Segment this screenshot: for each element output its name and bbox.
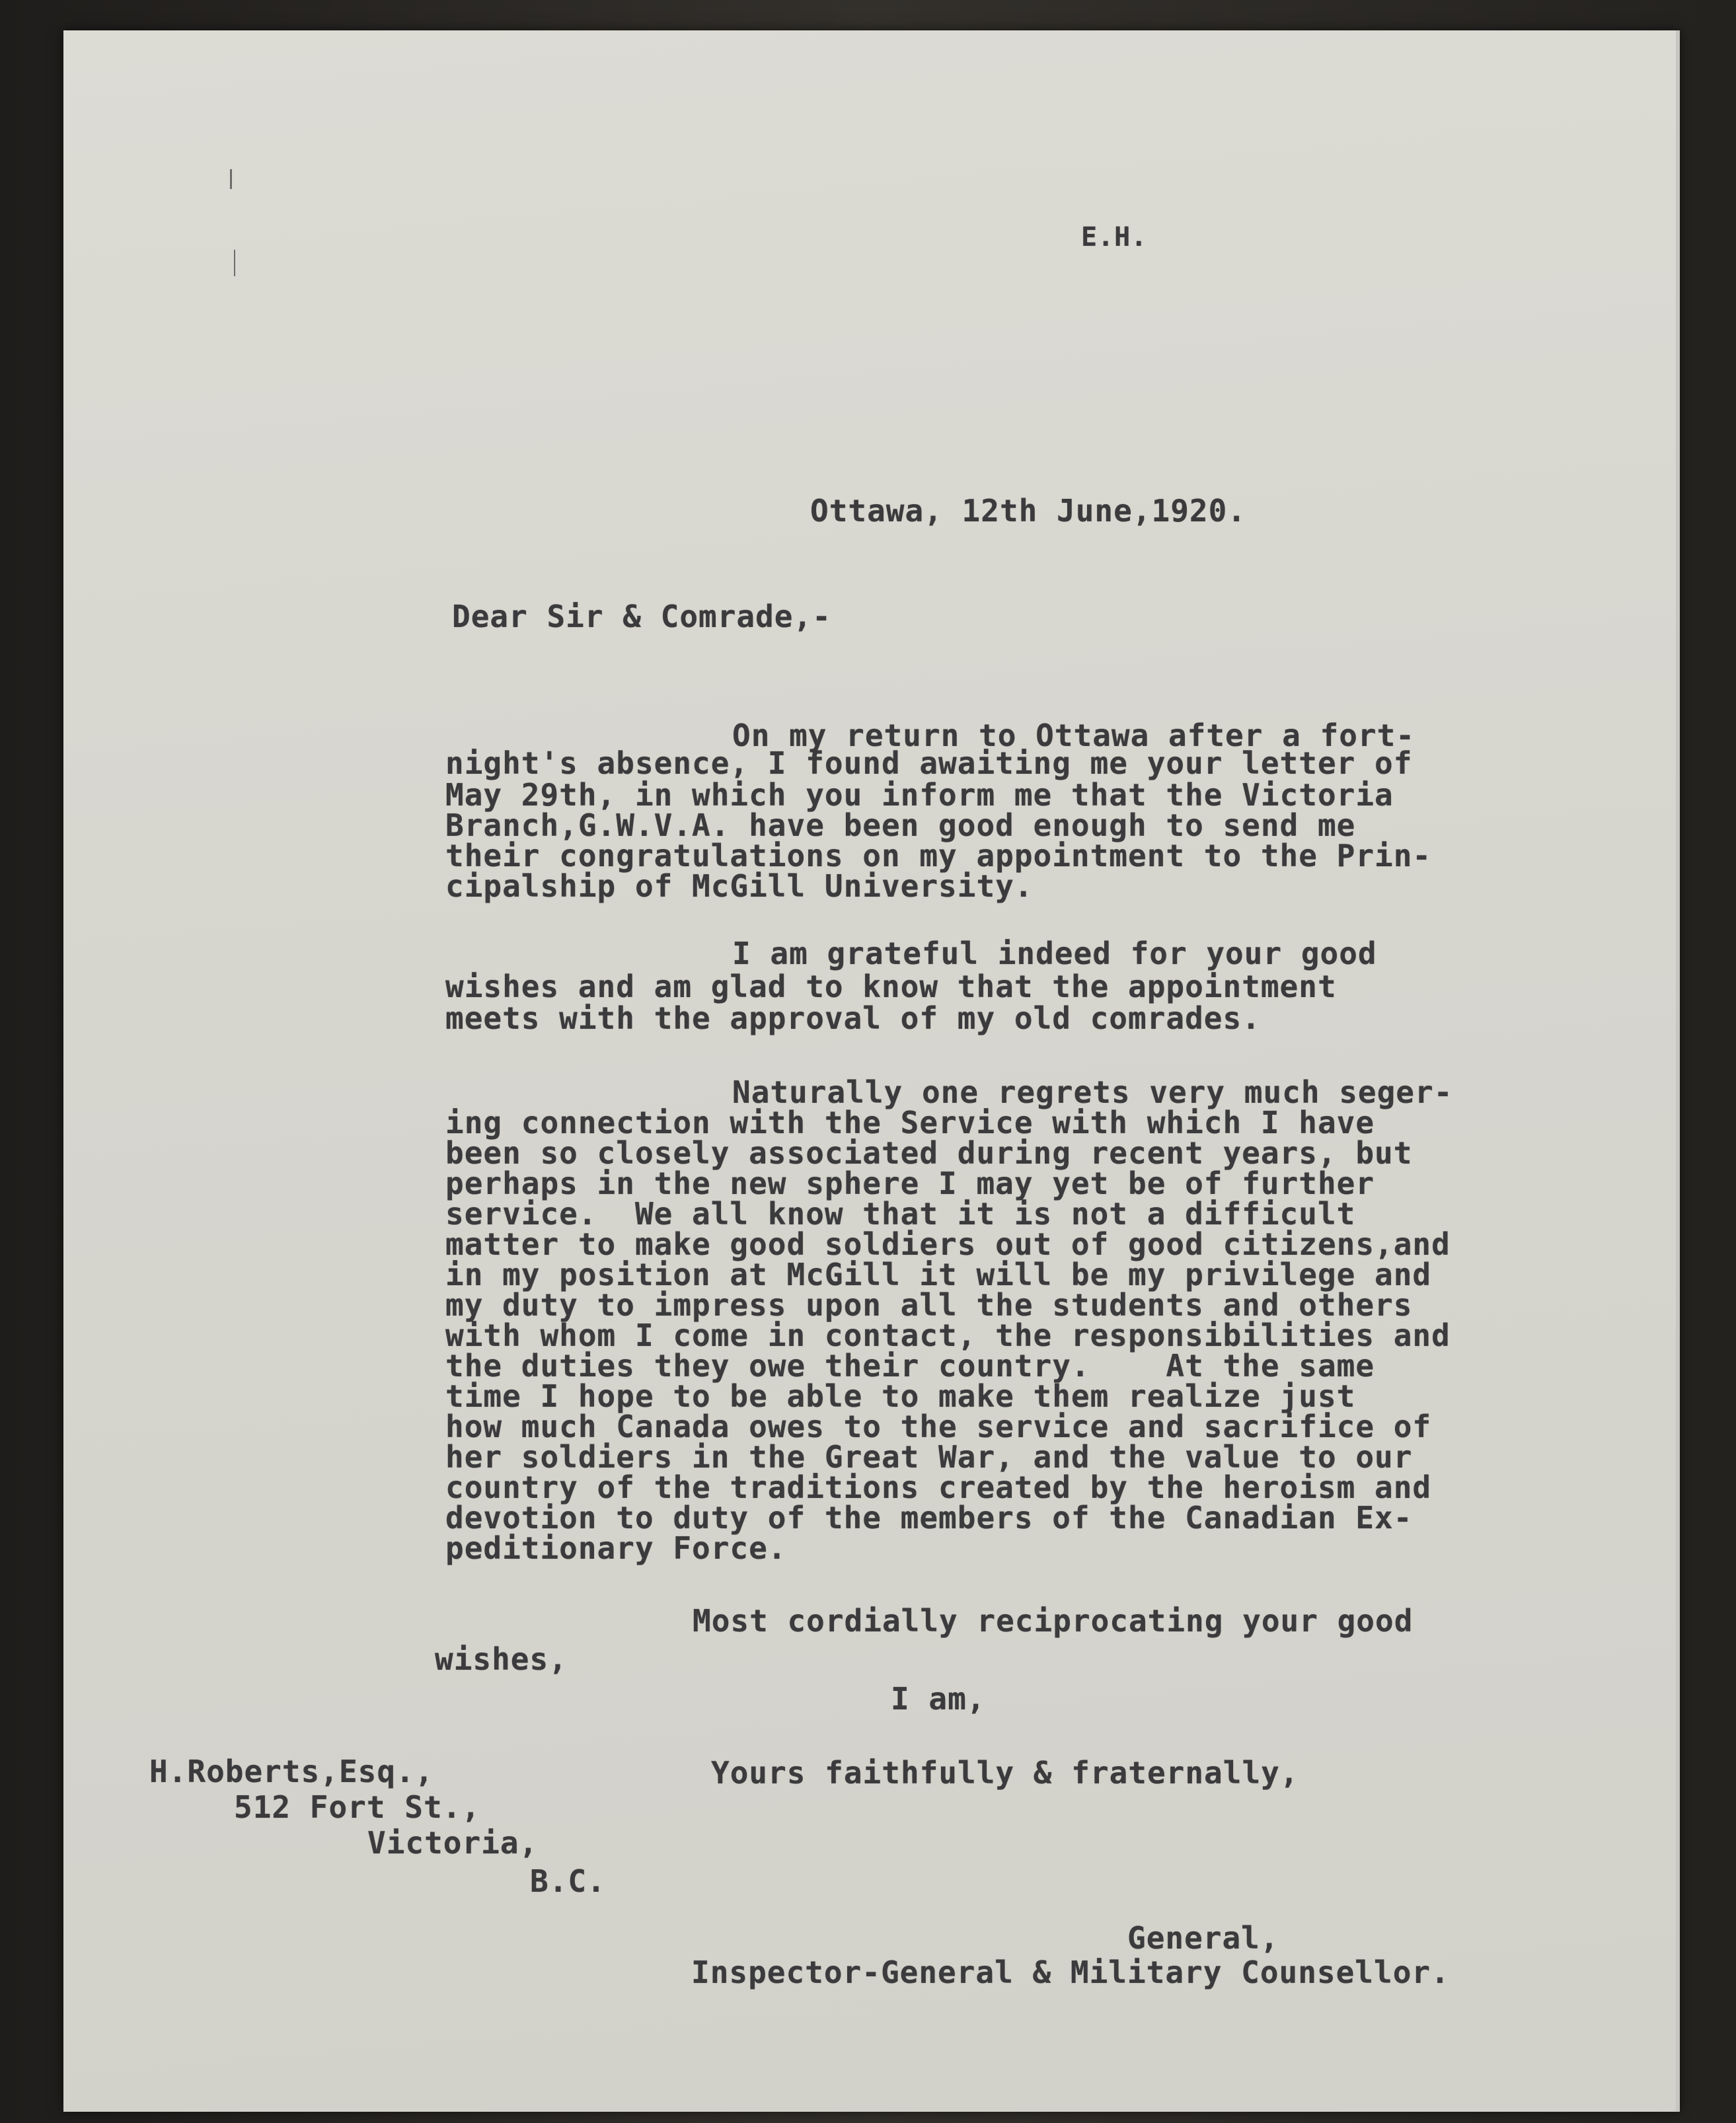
paragraph-1-line: On my return to Ottawa after a fort- [732, 718, 1415, 753]
paragraph-3-line: her soldiers in the Great War, and the value to our [445, 1439, 1413, 1475]
complimentary-close: Yours faithfully & fraternally, [711, 1755, 1299, 1791]
addressee-line: 512 Fort St., [234, 1789, 481, 1825]
paragraph-2-line: wishes and am glad to know that the appointment [445, 969, 1337, 1004]
paragraph-2-line: I am grateful indeed for your good [732, 936, 1377, 971]
paragraph-3-line: perhaps in the new sphere I may yet be of further [445, 1166, 1375, 1201]
paragraph-3-line: service. We all know that it is not a difficult [445, 1196, 1356, 1232]
addressee-line: B.C. [530, 1863, 606, 1899]
paragraph-3-line: been so closely associated during recent years, but [445, 1135, 1413, 1171]
margin-mark [230, 169, 232, 189]
paragraph-1-line: Branch,G.W.V.A. have been good enough to send me [445, 807, 1356, 843]
letter-page [63, 30, 1680, 2112]
paragraph-4-line: Most cordially reciprocating your good [693, 1603, 1414, 1639]
addressee-line: H.Roberts,Esq., [149, 1754, 434, 1789]
i-am: I am, [891, 1681, 986, 1717]
paragraph-3-line: matter to make good soldiers out of good citizens,and [445, 1226, 1451, 1262]
reference-initials: E.H. [1081, 222, 1148, 252]
paragraph-1-line: their congratulations on my appointment to the Prin- [445, 838, 1432, 874]
paragraph-3-line: in my position at McGill it will be my privilege and [445, 1257, 1432, 1292]
signature-rank: General, [1127, 1920, 1279, 1956]
salutation: Dear Sir & Comrade,- [452, 599, 831, 634]
paragraph-3-line: how much Canada owes to the service and sacrifice of [445, 1409, 1432, 1444]
addressee-line: Victoria, [367, 1825, 539, 1861]
paragraph-1-line: cipalship of McGill University. [445, 868, 1034, 904]
paragraph-1-line: night's absence, I found awaiting me your letter of [445, 745, 1413, 781]
paragraph-3-line: time I hope to be able to make them realize just [445, 1378, 1356, 1414]
paragraph-3-line: devotion to duty of the members of the Canadian Ex- [445, 1500, 1413, 1536]
margin-mark [234, 250, 235, 276]
paragraph-4-line: wishes, [435, 1641, 568, 1677]
paragraph-3-line: Naturally one regrets very much seger- [732, 1074, 1453, 1110]
paragraph-3-line: peditionary Force. [445, 1530, 787, 1566]
paragraph-1-line: May 29th, in which you inform me that the Victoria [445, 777, 1394, 813]
signature-title: Inspector-General & Military Counsellor. [691, 1955, 1450, 1990]
paragraph-3-line: ing connection with the Service with which I have [445, 1105, 1375, 1140]
paragraph-3-line: country of the traditions created by the heroism and [445, 1470, 1432, 1505]
paragraph-3-line: the duties they owe their country. At the same [445, 1348, 1375, 1384]
paragraph-2-line: meets with the approval of my old comrades. [445, 1000, 1261, 1036]
dateline: Ottawa, 12th June,1920. [810, 493, 1246, 529]
paragraph-3-line: my duty to impress upon all the students and others [445, 1287, 1413, 1323]
paragraph-3-line: with whom I come in contact, the responsibilities and [445, 1318, 1451, 1353]
